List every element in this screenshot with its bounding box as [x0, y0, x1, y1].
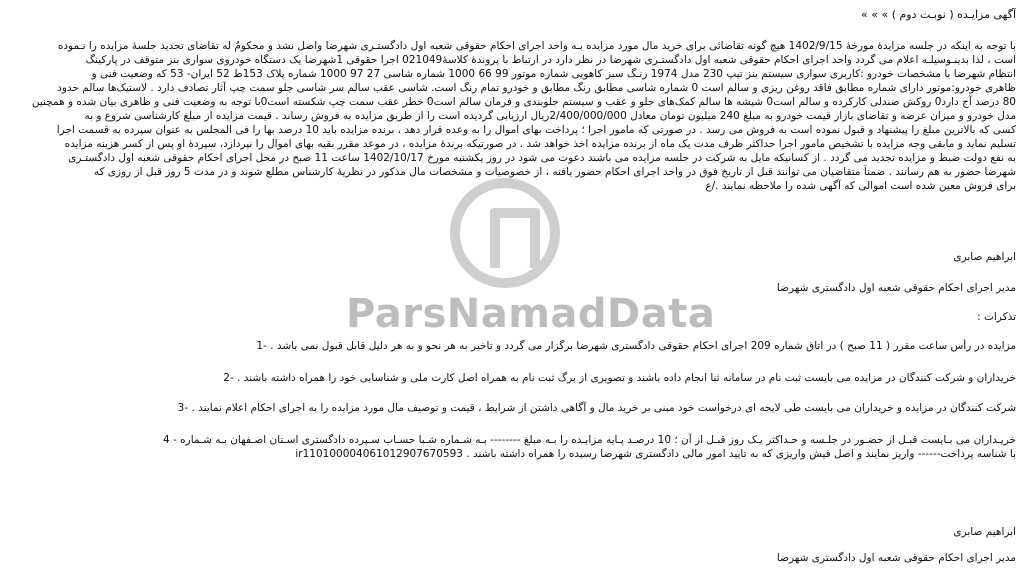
note-item: شرکت کنندگان در مزایده و خریداران می بایست طی لایحه ای درخواست خود مبنی بر خرید مال و آگاهی داشتن از شرایط ، قیمت و توصیف مال مورد مزایده را به اجرای احکام اعلام نمایند . -3 — [177, 402, 1016, 414]
paragraph-line: ظاهری خودرو:موتور دارای شماره مطابق فاقد روغن ریزی و سالم است 0 شماره شاسی مطابق رنگ مطابق و خودرو تمام رنگ است. شاسی عقب سالم سر شاسی جلو سمت چپ آثار تصادف دارد . لاستیک‌ها سالم حدود — [57, 82, 1016, 94]
note-item: خریـداران می بـایست قبـل از حضـور در جلـسه و حـداکثر یـک روز قبـل از آن ؛ 10 درصـد پـایه مزایـده را بـه مبلغ -------- بـه شـماره شـبا حسـاب سـپرده دادگستری اسـتان اصـفهان بـه شـماره - 4 — [163, 434, 1016, 446]
signature-role: مدیر اجرای احکام حقوقی شعبه اول دادگستری شهرضا — [776, 552, 1016, 564]
paragraph-line: است ، لذا بدینـوسیلـه اعلام می گردد واحد اجرای احکام حقوقی شعبه اول دادگستـری شهرضا در نظر دارد در ارتباط با پروندۀ کلاسۀ021049 اجرا حقوقی 1شهرضا یک دستگاه خودروی سواری بنز متوقف در پارکینگ — [85, 54, 1016, 66]
paragraph-line: مدل خودرو و میزان عرضه و تقاضای بازار قیمت خودرو به مبلغ 240 میلیون تومان معادل 2/400/000/000ریال ارزیابی گردیده است را از طریق مزایده به فروش رساند . قیمت مزایده از مبلغ کارشناسی شروع و به — [84, 110, 1016, 122]
watermark-text: ParsNamadData — [346, 291, 716, 337]
paragraph-line: کسی که بالاترین مبلغ را پیشنهاد و قبول نموده است به فروش می رسد . در صورتی که مامور اجرا ؛ پرداخت بهای اموال را به وعده قرار دهد ، برنده مزایده باید 10 درصد بها را فی المجلس به عنوان سپرده به قسمت اجرا — [56, 124, 1016, 136]
signature-role: مدیر اجرای احکام حقوقی شعبه اول دادگستری شهرضا — [776, 282, 1016, 294]
signature-name: ابراهیم صابری — [953, 251, 1016, 263]
paragraph-line: با توجه به اینکه در جلسه مزایدۀ مورخۀ 1402/9/15 هیچ گونه تقاضائی برای خرید مال مورد مزایده بـه واحد اجرای احکام حقوقی شعبه اول دادگستـری شهرضا واصل نشد و محکومٌ له تقاضای تجدید جلسۀ مزایده را نـموده — [57, 40, 1016, 52]
paragraph-line: شهرضا حضور به هم رسانند . ضمناً متقاضیان می توانند قبل از تاریخ فوق در واحد اجرای احکام حضور یافته ، از خصوصیات و مشخصات مال مذکور در نظریۀ کارشناس مطلع شوند و در مدت 5 روز قبل از روزی که — [93, 166, 1016, 178]
paragraph-line: برای فروش معین شده است اموالی که آگهی شده را ملاحظه نمایند ./ع — [705, 180, 1016, 192]
note-item: مزایده در رأس ساعت مقرر ( 11 صبح ) در اتاق شماره 209 اجرای احکام حقوقی دادگستری شهرضا برگزار می گردد و تاخیر به هر نحو و به هر دلیل قابل قبول نمی باشد . -1 — [256, 340, 1016, 352]
notes-heading: تذکرات : — [977, 311, 1016, 323]
watermark-logo-icon — [450, 178, 560, 288]
paragraph-line: به نفع دولت ضبط و مزایده تجدید می گردد . از کسانیکه مایل به شرکت در جلسه مزایده می باشند دعوت می شود در روز یکشنبه مورخ 1402/10/17 ساعت 11 صبح در محل اجرای احکام حقوقی شعبه اول دادگستـری — [68, 152, 1016, 164]
paragraph-line: 80 درصد آج دارد0 روکش صندلی کارکرده و سالم است0 شیشه ها سالم کمک‌های جلو و عقب و سیستم جلوبندی و فرمان سالم است0 خطر عقب سمت چپ شکسته است0با توجه به وضعیت فنی و ظاهری بیان شده و همچنین — [31, 96, 1016, 108]
paragraph-line: تسلیم نماید و مابقی وجه مزایده با تشخیص مامور اجرا حداکثر ظرف مدت یک ماه از برنده مزایده اخذ خواهد شد . در صورتیکه برندۀ مزایده ، در موعد مقرر بقیه بهای اموال را نپردازد، سپردۀ او پس از کسر هزینه مزایده — [64, 138, 1016, 150]
paragraph-line: انتظام شهرضا با مشخصات خودرو :کاربری سواری سیستم بنز تیپ 230 مدل 1974 رنـگ سبز کاهویی شماره موتور 99 66 1000 شماره شاسی 27 97 1000 شماره پلاک 153ط 52 ایران- 53 که وضعیت فنی و — [91, 68, 1016, 80]
notice-title: آگهی مزایـده ( نوبـت دوم ) » » » — [861, 8, 1016, 21]
note-item: خریداران و شرکت کنندگان در مزایده می بایست ثبت نام در سامانه ثنا انجام داده باشند و تصویری از برگ ثبت نام به همراه اصل کارت ملی و شناسایی خود را همراه داشته باشند . -2 — [223, 372, 1016, 384]
signature-name: ابراهیم صابری — [953, 526, 1016, 538]
note-item: با شناسه پرداخت------ واریز نمایند و اصل فیش واریزی که به تایید امور مالی دادگستری شهرضا رسیده را همراه داشته باشند . ir110100004061012907670593 — [295, 448, 1016, 460]
